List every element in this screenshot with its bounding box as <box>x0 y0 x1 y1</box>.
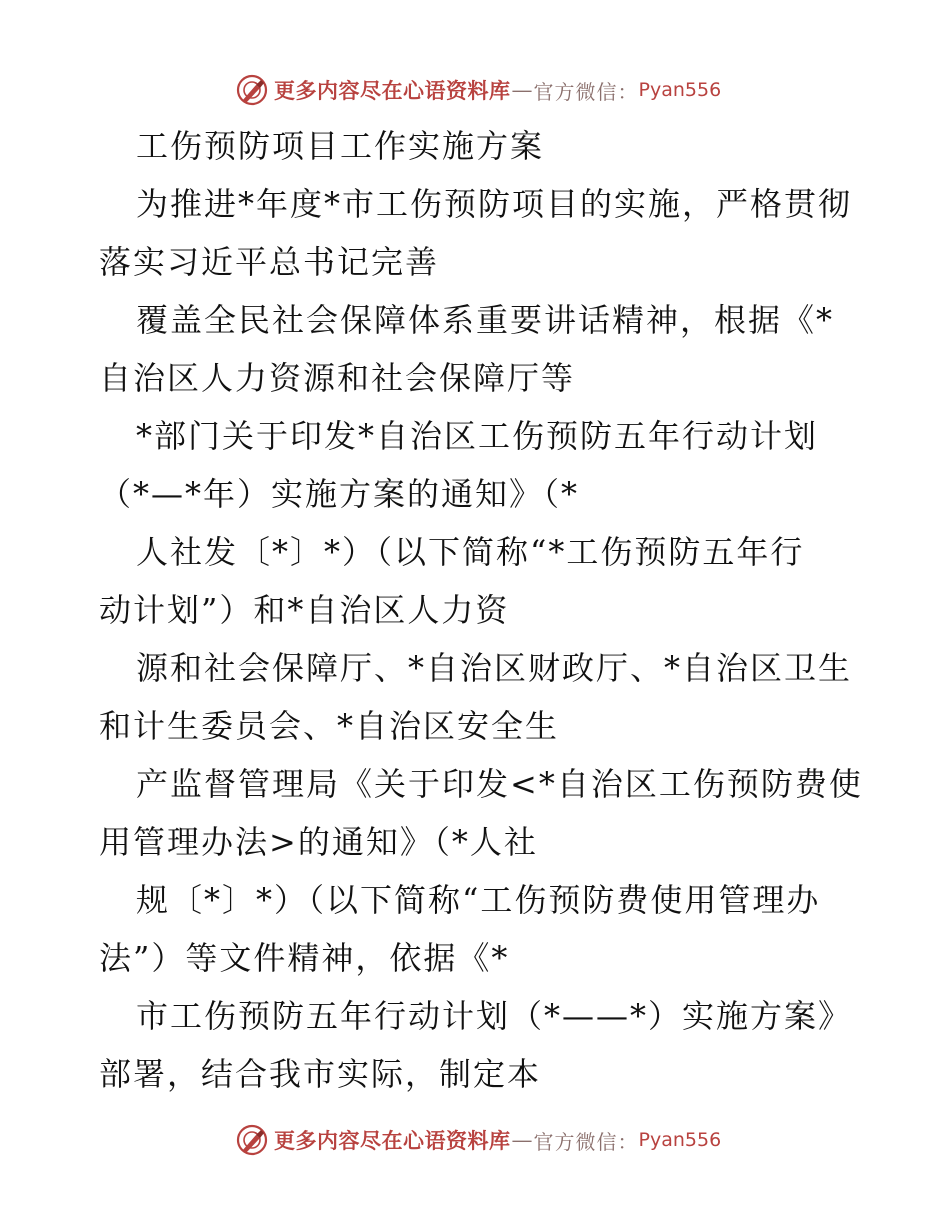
text-line: （*—*年）实施方案的通知》（* <box>99 475 580 513</box>
pen-logo-icon <box>236 1124 268 1156</box>
text-line: *部门关于印发*自治区工伤预防五年行动计划 <box>136 417 819 455</box>
text-line: 部署，结合我市实际，制定本 <box>99 1055 542 1093</box>
text-line: 法”）等文件精神，依据《* <box>99 939 510 977</box>
text-line: 产监督管理局《关于印发<*自治区工伤预防费使 <box>136 765 863 803</box>
watermark-id: Pyan556 <box>638 79 722 101</box>
watermark-main-text: 更多内容尽在心语资料库 <box>274 1128 511 1153</box>
watermark-official-label: 官方微信： <box>533 1129 639 1154</box>
text-line: 落实习近平总书记完善 <box>99 243 440 281</box>
text-line: 覆盖全民社会保障体系重要讲话精神，根据《* <box>136 301 835 339</box>
watermark-dash: — <box>511 1128 533 1152</box>
header-watermark <box>236 72 721 108</box>
text-line: 用管理办法>的通知》（*人社 <box>99 823 538 861</box>
footer-watermark <box>236 1122 721 1158</box>
text-line: 自治区人力资源和社会保障厅等 <box>99 359 576 397</box>
text-line: 源和社会保障厅、*自治区财政厅、*自治区卫生 <box>136 649 853 687</box>
text-line: 为推进*年度*市工伤预防项目的实施，严格贯彻 <box>136 185 853 223</box>
text-line: 市工伤预防五年行动计划（*——*）实施方案》 <box>136 997 853 1035</box>
pen-logo-icon <box>236 74 268 106</box>
text-line: 动计划”）和*自治区人力资 <box>99 591 510 629</box>
text-line: 规〔*〕*）（以下简称“工伤预防费使用管理办 <box>136 881 821 919</box>
watermark-main-text: 更多内容尽在心语资料库 <box>274 78 511 103</box>
watermark-dash: — <box>511 78 533 102</box>
watermark-official-label: 官方微信： <box>533 79 639 104</box>
text-line: 和计生委员会、*自治区安全生 <box>99 707 560 745</box>
watermark-id: Pyan556 <box>638 1129 722 1151</box>
document-title: 工伤预防项目工作实施方案 <box>136 127 545 165</box>
text-line: 人社发〔*〕*）（以下简称“*工伤预防五年行 <box>136 533 805 571</box>
